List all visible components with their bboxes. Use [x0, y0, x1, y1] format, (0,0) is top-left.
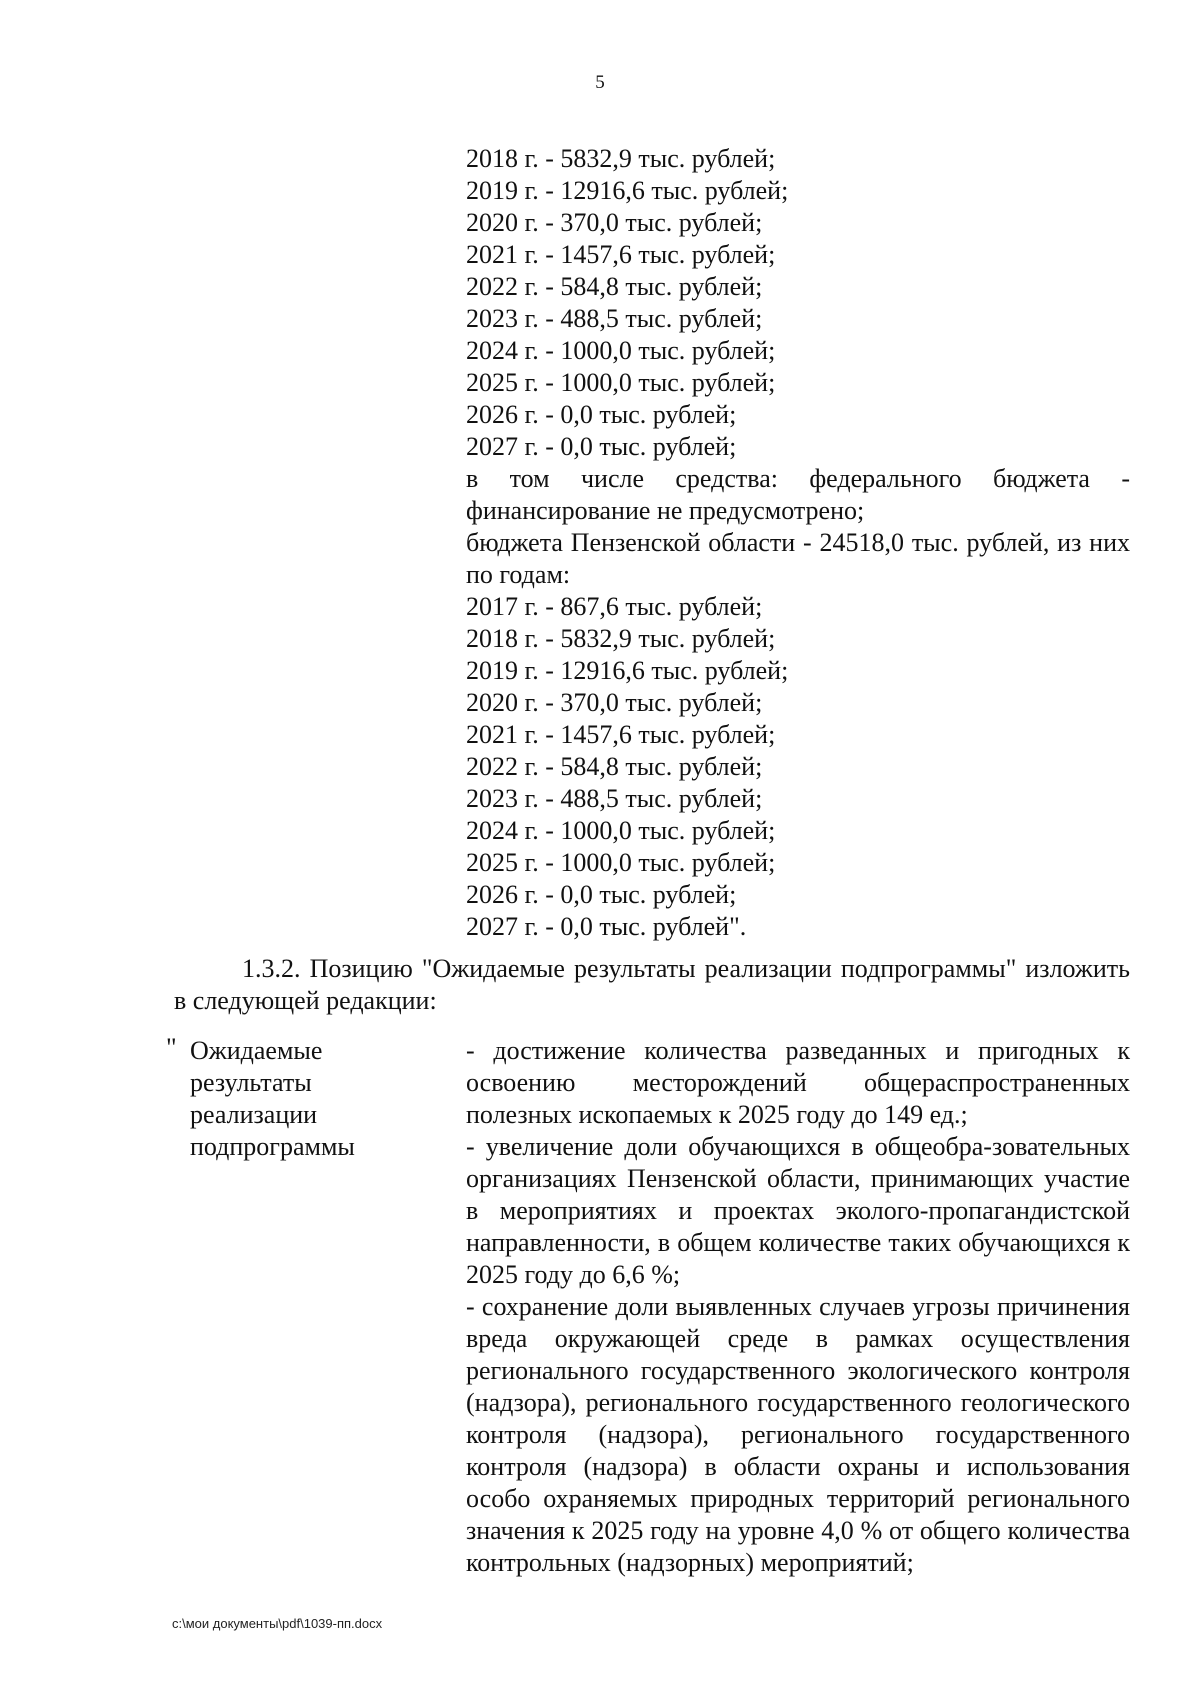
finance-year-line: 2025 г. - 1000,0 тыс. рублей; — [466, 368, 776, 397]
finance-year-line: 2027 г. - 0,0 тыс. рублей; — [466, 432, 737, 461]
finance-year-line: 2026 г. - 0,0 тыс. рублей; — [466, 880, 737, 909]
federal-budget-text: в том числе средства: федерального бюджета - финансирование не предусмотрено; — [466, 464, 1130, 525]
opening-quote: " — [166, 1033, 177, 1062]
finance-list-regional — [466, 591, 1130, 943]
page-number: 5 — [595, 72, 605, 93]
finance-year-line: 2022 г. - 584,8 тыс. рублей; — [466, 752, 763, 781]
results-label-line: Ожидаемые — [190, 1036, 323, 1065]
finance-year-line: 2023 г. - 488,5 тыс. рублей; — [466, 304, 763, 333]
finance-year-line: 2018 г. - 5832,9 тыс. рублей; — [466, 144, 776, 173]
finance-year-line: 2019 г. - 12916,6 тыс. рублей; — [466, 656, 789, 685]
finance-year-line: 2027 г. - 0,0 тыс. рублей". — [466, 912, 747, 941]
finance-year-line: 2018 г. - 5832,9 тыс. рублей; — [466, 624, 776, 653]
finance-year-line: 2020 г. - 370,0 тыс. рублей; — [466, 208, 763, 237]
finance-year-line: 2019 г. - 12916,6 тыс. рублей; — [466, 176, 789, 205]
result-item: - сохранение доли выявленных случаев угрозы причинения вреда окружающей среде в рамках осуществления регионального государственного экологического контроля (надзора), регионального государственного геологического контроля (надзора), регионального государственного контроля (надзора) в области охраны и использования особо охраняемых природных территорий регионального значения к 2025 году на уровне 4,0 % от общего количества контрольных (надзорных) мероприятий; — [466, 1292, 1130, 1577]
results-label-line: подпрограммы — [190, 1132, 355, 1161]
result-item: - достижение количества разведанных и пригодных к освоению месторождений общераспространенных полезных ископаемых к 2025 году до 149 ед.; — [466, 1036, 1130, 1129]
expected-results — [466, 1035, 1130, 1579]
result-item: - увеличение доли обучающихся в общеобра-зовательных организациях Пензенской области, принимающих участие в мероприятиях и проектах эколого-пропагандистской направленности, в общем количестве таких обучающихся к 2025 году до 6,6 %; — [466, 1132, 1130, 1289]
finance-year-line: 2026 г. - 0,0 тыс. рублей; — [466, 400, 737, 429]
finance-year-line: 2024 г. - 1000,0 тыс. рублей; — [466, 336, 776, 365]
results-label — [190, 1035, 440, 1163]
finance-year-line: 2025 г. - 1000,0 тыс. рублей; — [466, 848, 776, 877]
finance-year-line: 2021 г. - 1457,6 тыс. рублей; — [466, 720, 776, 749]
finance-year-line: 2017 г. - 867,6 тыс. рублей; — [466, 592, 763, 621]
footer-file-path: c:\мои документы\pdf\1039-пп.docx — [172, 1616, 383, 1631]
position-paragraph: 1.3.2. Позицию "Ожидаемые результаты реализации подпрограммы" изложить в следующей редакции: — [174, 954, 1130, 1015]
finance-list-total — [466, 143, 1130, 463]
results-label-line: результаты — [190, 1068, 312, 1097]
finance-section — [466, 143, 1130, 943]
finance-year-line: 2020 г. - 370,0 тыс. рублей; — [466, 688, 763, 717]
finance-year-line: 2021 г. - 1457,6 тыс. рублей; — [466, 240, 776, 269]
finance-year-line: 2024 г. - 1000,0 тыс. рублей; — [466, 816, 776, 845]
regional-budget-text: бюджета Пензенской области - 24518,0 тыс. рублей, из них по годам: — [466, 528, 1130, 589]
results-label-line: реализации — [190, 1100, 318, 1129]
finance-year-line: 2022 г. - 584,8 тыс. рублей; — [466, 272, 763, 301]
finance-year-line: 2023 г. - 488,5 тыс. рублей; — [466, 784, 763, 813]
